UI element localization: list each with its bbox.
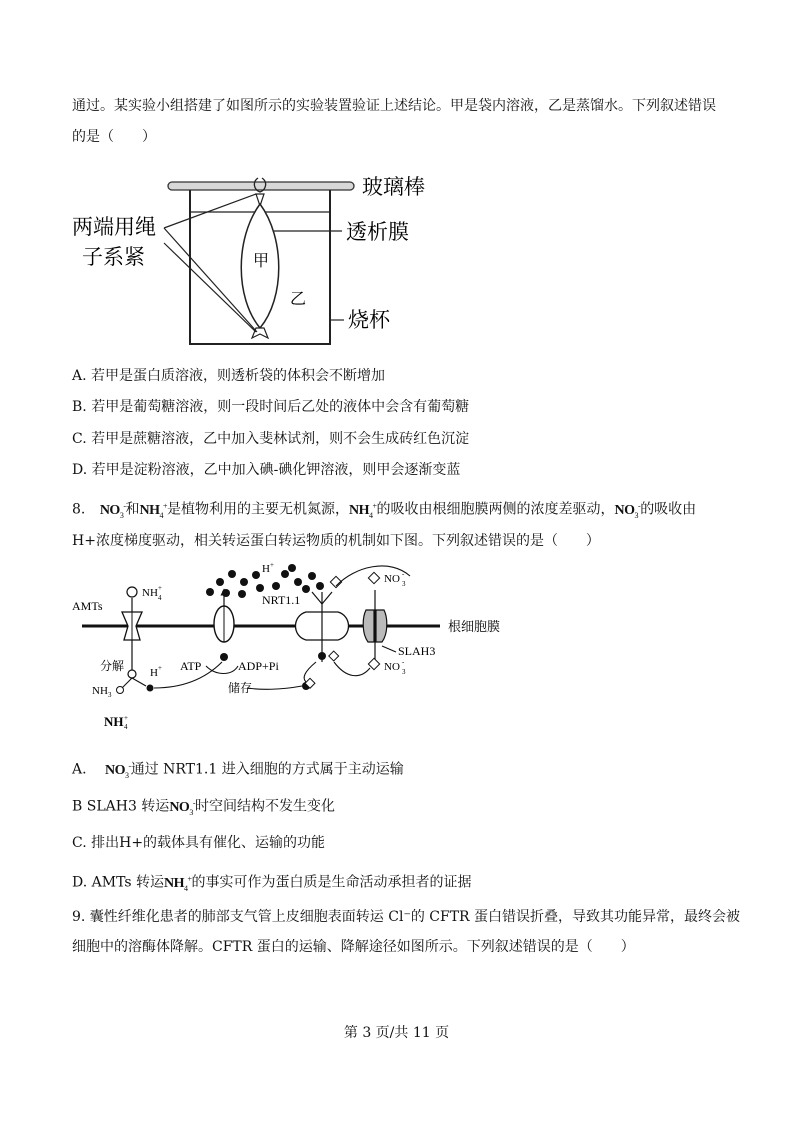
label-no3-bottom: NO <box>384 661 400 673</box>
label-rope-1: 两端用绳 <box>72 215 156 239</box>
glass-rod <box>168 182 354 190</box>
chem-no3: $NO_3^-$ <box>105 761 131 780</box>
q7-option-a: A. 若甲是蛋白质溶液，则透析袋的体积会不断增加 <box>72 368 386 384</box>
label-decompose: 分解 <box>100 659 125 673</box>
q8-seg-1: 和 <box>125 501 140 518</box>
q8-option-d: D. AMTs 转运$NH_4^+$的事实可作为蛋白质是生命活动承担者的证据 <box>72 874 472 893</box>
q8-seg-2: 是植物利用的主要无机氮源， <box>167 501 349 518</box>
q8-stem-line-2: H+浓度梯度驱动，相关转运蛋白转运物质的机制如下图。下列叙述错误的是（ ） <box>72 533 600 549</box>
svg-text:+: + <box>270 562 274 569</box>
q8-option-b: B SLAH3 转运$NO_3^-$时空间结构不发生变化 <box>72 798 335 817</box>
q8-seg-3: 的吸收由根细胞膜两侧的浓度差驱动， <box>376 501 615 518</box>
svg-text:3: 3 <box>108 691 112 699</box>
label-nh4-top: NH <box>142 587 158 599</box>
svg-text:+: + <box>124 714 128 722</box>
label-yi: 乙 <box>290 289 307 308</box>
chem-no3: $NO_3^-$ <box>614 501 641 520</box>
svg-text:+: + <box>158 584 162 592</box>
svg-text:4: 4 <box>158 594 162 602</box>
q8-seg-4: 的吸收由 <box>640 501 697 518</box>
label-membrane: 根细胞膜 <box>448 619 501 634</box>
label-beaker: 烧杯 <box>348 308 390 332</box>
q9-stem-line-2: 细胞中的溶酶体降解。CFTR 蛋白的运输、降解途径如图所示。下列叙述错误的是（ ） <box>72 939 635 955</box>
label-store: 储存 <box>228 681 253 695</box>
label-jia: 甲 <box>253 251 270 270</box>
q8-option-c: C. 排出H+的载体具有催化、运输的功能 <box>72 835 326 851</box>
q8-stem-line-1 <box>72 496 696 525</box>
label-h-plus-lower: H <box>150 667 158 679</box>
q8-option-a: A. $NO_3^-$通过 NRT1.1 进入细胞的方式属于主动运输 <box>72 761 404 780</box>
chem-nh4: $NH_4^+$ <box>139 501 167 520</box>
label-adp: ADP+Pi <box>238 659 279 673</box>
label-h-plus: H <box>262 563 270 575</box>
label-glass-rod: 玻璃棒 <box>362 175 425 199</box>
chem-nh4: $NH_4^+$ <box>164 874 192 893</box>
chem-nh4: $NH_4^+$ <box>349 501 377 520</box>
chem-no3: $NO_3^-$ <box>99 501 126 520</box>
svg-text:4: 4 <box>124 723 128 731</box>
label-nrt: NRT1.1 <box>262 593 301 607</box>
chem-no3: $NO_3^-$ <box>169 798 195 817</box>
label-amts: AMTs <box>72 599 103 613</box>
label-no3-top: NO <box>384 573 400 585</box>
q9-stem-line-1: 9. 囊性纤维化患者的肺部支气管上皮细胞表面转运 Cl⁻的 CFTR 蛋白错误折叠，导致其功能异常，最终会被 <box>72 909 741 925</box>
intro-line-1: 通过。某实验小组搭建了如图所示的实验装置验证上述结论。甲是袋内溶液，乙是蒸馏水。下列叙述错误 <box>72 98 716 114</box>
q7-option-b: B. 若甲是葡萄糖溶液，则一段时间后乙处的液体中会含有葡萄糖 <box>72 399 470 415</box>
svg-text:+: + <box>158 664 162 672</box>
q7-option-c: C. 若甲是蔗糖溶液，乙中加入斐林试剂，则不会生成砖红色沉淀 <box>72 431 470 447</box>
label-nh3: NH <box>92 685 108 697</box>
svg-text:-: - <box>402 658 405 666</box>
label-nh4-below: NH <box>104 714 124 729</box>
q8-number: 8. <box>72 501 86 518</box>
svg-text:3: 3 <box>402 668 406 676</box>
label-membrane: 透析膜 <box>346 220 409 244</box>
intro-line-2: 的是（ ） <box>72 129 156 145</box>
label-rope-2: 子系紧 <box>82 245 145 269</box>
label-atp: ATP <box>180 659 202 673</box>
membrane-transport-figure <box>70 562 530 732</box>
svg-text:-: - <box>402 570 405 578</box>
q7-option-d: D. 若甲是淀粉溶液，乙中加入碘-碘化钾溶液，则甲会逐渐变蓝 <box>72 462 461 478</box>
dialysis-figure <box>60 168 440 350</box>
svg-text:3: 3 <box>402 580 406 588</box>
label-slah3: SLAH3 <box>398 644 436 658</box>
page-footer: 第 3 页/共 11 页 <box>343 1025 450 1041</box>
